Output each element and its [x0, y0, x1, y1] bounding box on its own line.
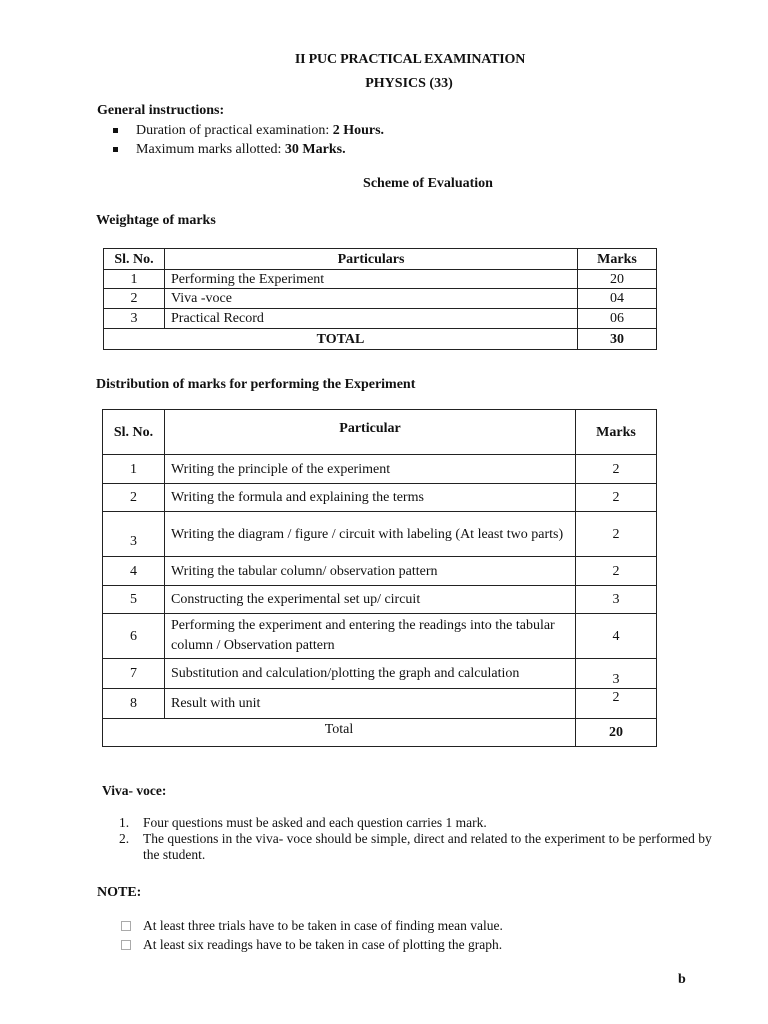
- list-item: 1. Four questions must be asked and each question carries 1 mark.: [119, 815, 487, 830]
- cell-particular: Practical Record: [165, 309, 578, 329]
- cell-sl: 6: [103, 614, 165, 659]
- bullet-square-icon: [113, 147, 118, 152]
- table-row: [104, 309, 657, 329]
- col-header: Sl. No.: [103, 410, 165, 455]
- scheme-heading: Scheme of Evaluation: [363, 176, 493, 191]
- cell-marks: 06: [578, 309, 657, 329]
- cell-marks: 20: [578, 270, 657, 289]
- viva-heading: Viva- voce:: [102, 783, 167, 798]
- cell-sl: 3: [104, 309, 165, 329]
- cell-sl: 3: [103, 512, 165, 557]
- cell-sl: 7: [103, 659, 165, 689]
- table-row: [104, 270, 657, 289]
- col-header: Marks: [578, 249, 657, 270]
- cell-sl: 5: [103, 586, 165, 614]
- col-header: Sl. No.: [104, 249, 165, 270]
- bullet-square-icon: [113, 128, 118, 133]
- viva-list: [119, 815, 722, 863]
- table-header-row: [103, 410, 657, 455]
- table-row: [104, 289, 657, 309]
- cell-particular: Result with unit: [165, 689, 576, 719]
- total-row: [103, 719, 657, 747]
- table-row: [103, 557, 657, 586]
- table-row: [103, 659, 657, 689]
- col-header: Particular: [165, 410, 576, 455]
- total-row: [104, 329, 657, 350]
- cell-particular: Viva -voce: [165, 289, 578, 309]
- distribution-heading: Distribution of marks for performing the Experiment: [96, 377, 416, 392]
- checkbox-square-icon: [121, 940, 131, 950]
- table-row: [103, 614, 657, 659]
- cell-marks: 04: [578, 289, 657, 309]
- cell-particular: Performing the experiment and entering the readings into the tabular column / Observation pattern: [165, 614, 576, 659]
- checkbox-square-icon: [121, 921, 131, 931]
- table-row: [103, 512, 657, 557]
- cell-marks: 3: [576, 586, 657, 614]
- total-label: Total: [103, 719, 576, 747]
- cell-sl: 4: [103, 557, 165, 586]
- total-value: 30: [578, 329, 657, 350]
- general-instructions-list: [97, 121, 597, 159]
- cell-sl: 8: [103, 689, 165, 719]
- page-marker: b: [678, 972, 686, 987]
- table-row: [103, 484, 657, 512]
- general-instructions-heading: General instructions:: [97, 103, 225, 118]
- cell-particular: Writing the diagram / figure / circuit with labeling (At least two parts): [165, 512, 576, 557]
- weightage-table: [103, 248, 657, 350]
- cell-particular: Substitution and calculation/plotting the graph and calculation: [165, 659, 576, 689]
- table-row: [103, 586, 657, 614]
- cell-sl: 1: [103, 455, 165, 484]
- instruction-item: Maximum marks allotted: 30 Marks.: [97, 140, 597, 159]
- cell-marks: 2: [576, 484, 657, 512]
- col-header: Particulars: [165, 249, 578, 270]
- table-row: [103, 689, 657, 719]
- table-row: [103, 455, 657, 484]
- list-item: At least six readings have to be taken in case of plotting the graph.: [121, 935, 681, 954]
- total-value: 20: [576, 719, 657, 747]
- list-item: 2. The questions in the viva- voce should be simple, direct and related to the experiment to be performed by the student.: [119, 831, 712, 862]
- list-item: At least three trials have to be taken in case of finding mean value.: [121, 916, 681, 935]
- cell-sl: 2: [103, 484, 165, 512]
- cell-marks: 3: [576, 659, 657, 689]
- cell-particular: Writing the tabular column/ observation pattern: [165, 557, 576, 586]
- total-label: TOTAL: [104, 329, 578, 350]
- note-heading: NOTE:: [97, 885, 142, 900]
- cell-marks: 2: [576, 455, 657, 484]
- cell-particular: Constructing the experimental set up/ circuit: [165, 586, 576, 614]
- distribution-table: [102, 409, 657, 747]
- cell-marks: 2: [576, 689, 657, 719]
- cell-marks: 2: [576, 557, 657, 586]
- cell-sl: 1: [104, 270, 165, 289]
- instruction-item: Duration of practical examination: 2 Hours.: [97, 121, 597, 140]
- cell-particular: Writing the principle of the experiment: [165, 455, 576, 484]
- cell-marks: 2: [576, 512, 657, 557]
- note-list: [121, 916, 681, 954]
- col-header: Marks: [576, 410, 657, 455]
- page-title: II PUC PRACTICAL EXAMINATION: [294, 52, 526, 67]
- table-header-row: [104, 249, 657, 270]
- cell-sl: 2: [104, 289, 165, 309]
- page-subtitle: PHYSICS (33): [365, 76, 453, 91]
- weightage-heading: Weightage of marks: [96, 213, 216, 228]
- cell-marks: 4: [576, 614, 657, 659]
- cell-particular: Writing the formula and explaining the terms: [165, 484, 576, 512]
- cell-particular: Performing the Experiment: [165, 270, 578, 289]
